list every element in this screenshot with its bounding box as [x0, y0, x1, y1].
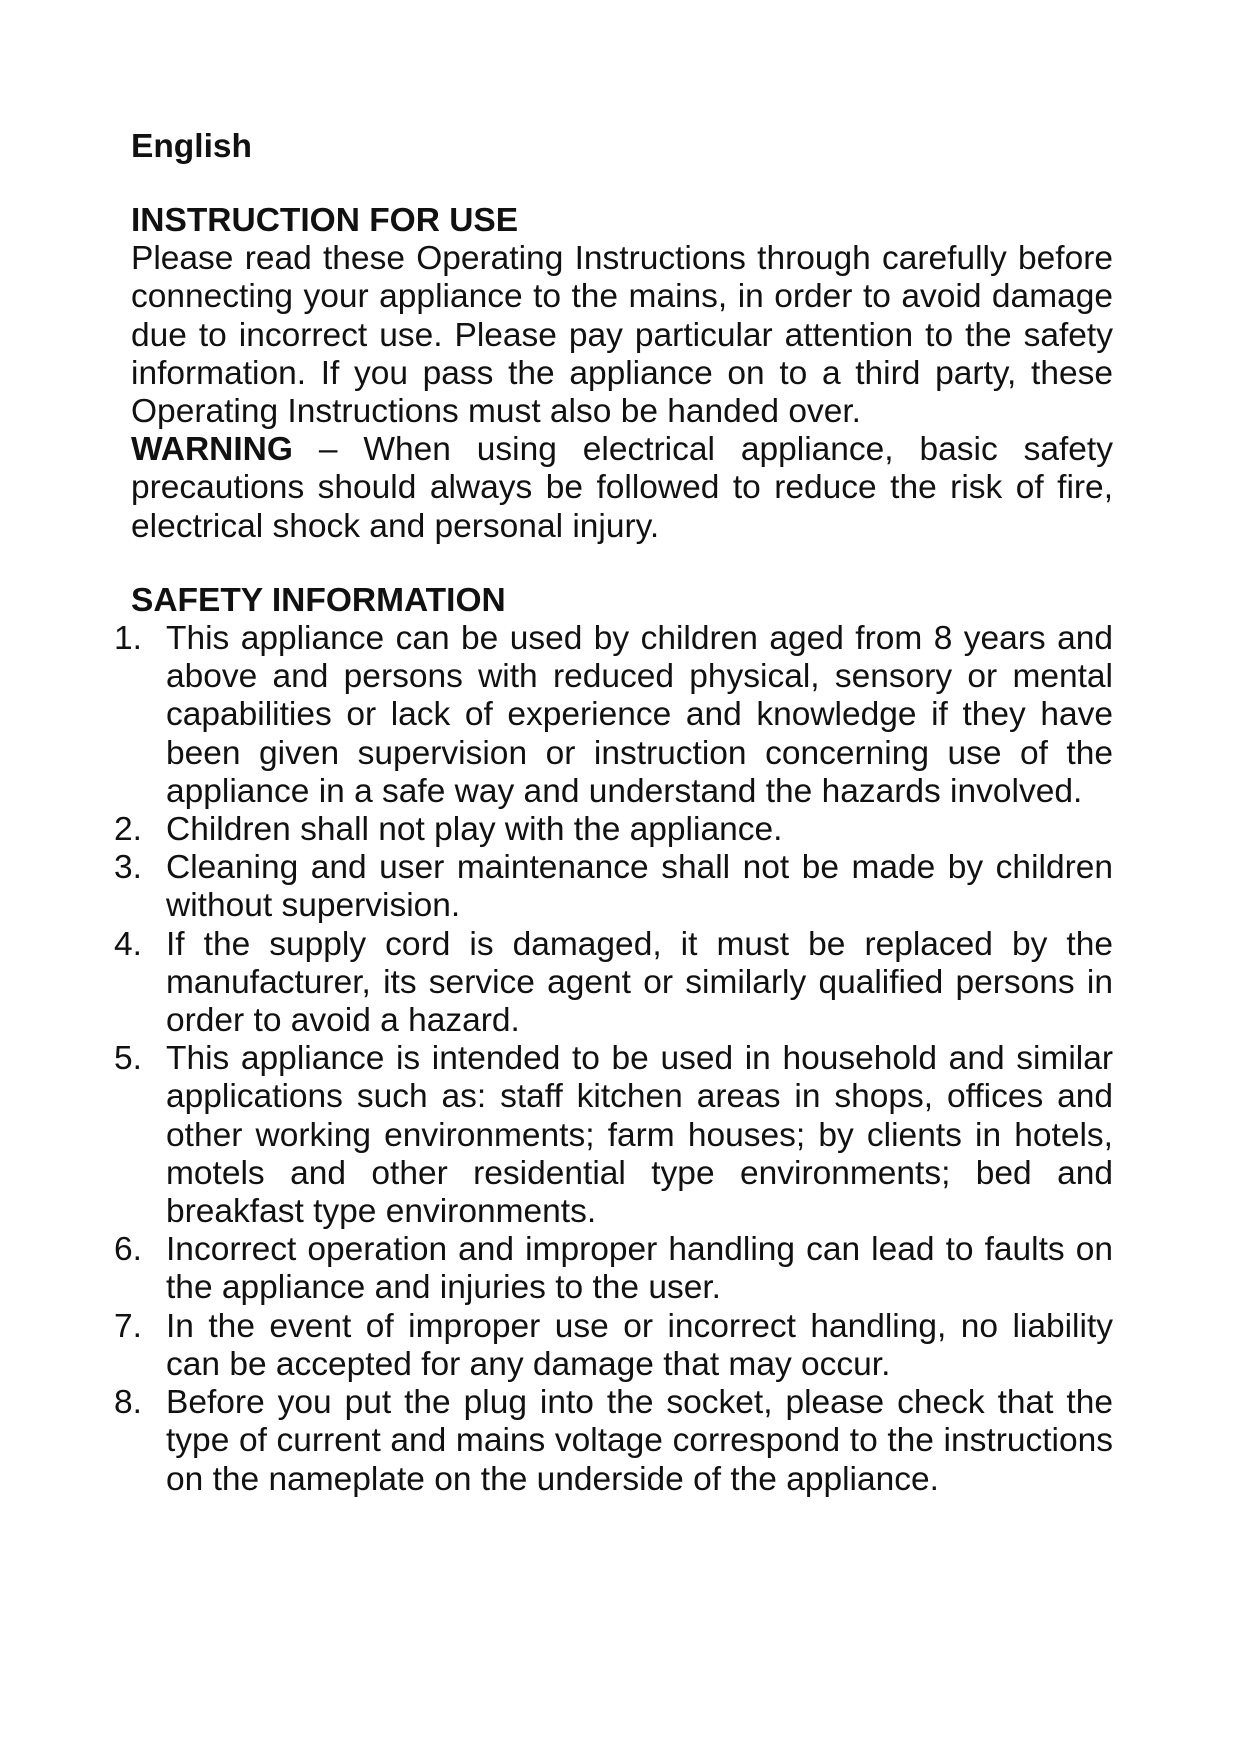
safety-item: [114, 811, 1113, 849]
safety-item: [114, 1384, 1113, 1499]
safety-item-text: In the event of improper use or incorrect handling, no liability can be accepted for any damage that may occur.: [166, 1307, 1113, 1383]
safety-item: [114, 1307, 1113, 1384]
safety-item-text: Before you put the plug into the socket, please check that the type of current and mains voltage correspond to the instructions on the nameplate on the underside of the appliance.: [166, 1384, 1113, 1498]
warning-label: WARNING: [131, 431, 293, 469]
safety-item-number: 6.: [114, 1231, 142, 1269]
instruction-body: Please read these Operating Instructions through carefully before connecting your appliance to the mains, in order to avoid damage due to incorrect use. Please pay particular attention to the safety information. If you pass the appliance on to a third party, these Operating Instructions must also be handed over.: [131, 240, 1113, 431]
safety-item-text: If the supply cord is damaged, it must be replaced by the manufacturer, its service agent or similarly qualified persons in order to avoid a hazard.: [166, 925, 1113, 1040]
warning-paragraph: [131, 431, 1113, 546]
safety-item-number: 2.: [114, 811, 142, 849]
safety-list: [114, 620, 1121, 1499]
safety-item-number: 7.: [114, 1307, 142, 1345]
safety-item: [114, 925, 1113, 1041]
document-content: [114, 128, 1121, 1499]
safety-item-number: 1.: [114, 620, 142, 658]
safety-item-text: Cleaning and user maintenance shall not be made by children without supervision.: [166, 849, 1113, 925]
safety-item-text: This appliance can be used by children aged from 8 years and above and persons with reduced physical, sensory or mental capabilities or lack of experience and knowledge if they have been given supervision or instruction concerning use of the appliance in a safe way and understand the hazards involved.: [166, 620, 1113, 810]
safety-item-number: 3.: [114, 849, 142, 887]
safety-item-number: 4.: [114, 925, 142, 963]
safety-item-text: Children shall not play with the appliance.: [166, 811, 783, 849]
safety-item-text: This appliance is intended to be used in household and similar applications such as: staff kitchen areas in shops, offices and other working environments; farm houses; by clients in hotels, motels and other residential type environments; bed and breakfast type environments.: [166, 1040, 1113, 1231]
safety-title: SAFETY INFORMATION: [131, 581, 506, 619]
instruction-title: INSTRUCTION FOR USE: [131, 202, 519, 239]
safety-item-number: 5.: [114, 1040, 142, 1078]
safety-item: [114, 1040, 1113, 1231]
safety-item: [114, 849, 1113, 925]
safety-item-number: 8.: [114, 1384, 142, 1422]
safety-item-text: Incorrect operation and improper handling can lead to faults on the appliance and injuries to the user.: [166, 1231, 1113, 1307]
warning-text: – When using electrical appliance, basic safety precautions should always be followed to reduce the risk of fire, electrical shock and personal injury.: [131, 431, 1113, 545]
safety-item: [114, 1231, 1113, 1307]
language-label: English: [131, 128, 252, 165]
safety-item: [114, 620, 1113, 811]
